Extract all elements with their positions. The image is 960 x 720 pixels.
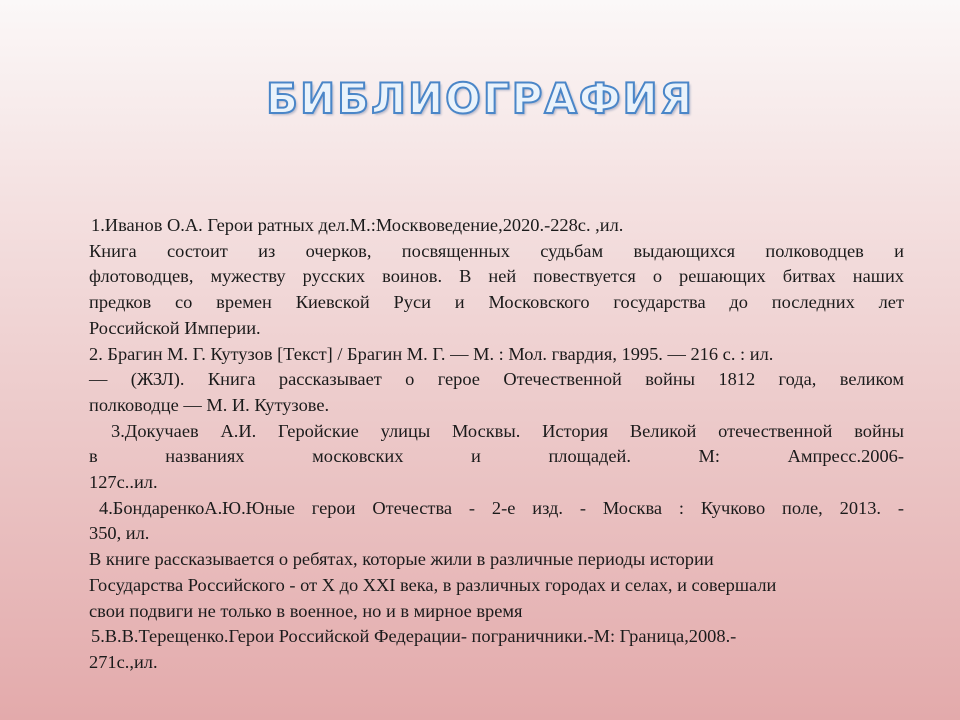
entry-1-annotation-line: предков со времен Киевской Руси и Московского государства до последних лет (89, 292, 904, 313)
entry-3-citation-line: в названиях московских и площадей. М: Ампресс.2006- (89, 446, 904, 467)
entry-1-annotation-line: Российской Империи. (89, 317, 261, 338)
entry-3-citation-line: 127с..ил. (89, 472, 158, 493)
entry-3-citation: 3.Докучаев А.И. Геройские улицы Москвы. История Великой отечественной войны (111, 420, 904, 441)
entry-4-citation: 4.БондаренкоА.Ю.Юные герои Отечества - 2-е изд. - Москва : Кучково поле, 2013. - (99, 497, 904, 518)
slide-title: БИБЛИОГРАФИЯ (265, 74, 695, 123)
entry-4-annotation-line: В книге рассказывается о ребятах, которые жили в различные периоды истории (89, 549, 714, 570)
entry-4-citation-line: 350, ил. (89, 523, 150, 544)
entry-4-annotation-line: Государства Российского - от X до XXI века, в различных городах и селах, и совершали (89, 574, 777, 595)
entry-5-citation-line: 271с.,ил. (89, 651, 158, 672)
entry-2-annotation-line: — (ЖЗЛ). Книга рассказывает о герое Отечественной войны 1812 года, великом (89, 369, 904, 390)
entry-1-annotation-line: флотоводцев, мужеству русских воинов. В ней повествуется о решающих битвах наших (89, 266, 904, 287)
entry-1-citation: 1.Иванов О.А. Герои ратных дел.М.:Москвоведение,2020.-228с. ,ил. (91, 215, 624, 235)
entry-2-citation: 2. Брагин М. Г. Кутузов [Текст] / Брагин М. Г. — М. : Мол. гвардия, 1995. — 216 с. : ил. (89, 343, 774, 364)
entry-1-annotation-line: Книга состоит из очерков, посвященных судьбам выдающихся полководцев и (89, 240, 904, 261)
entry-5-citation: 5.В.В.Терещенко.Герои Российской Федерации- пограничники.-М: Граница,2008.- (91, 626, 737, 647)
entry-4-annotation-line: свои подвиги не только в военное, но и в мирное время (89, 600, 523, 621)
bibliography-text (89, 213, 904, 676)
entry-2-annotation-line: полководце — М. И. Кутузове. (89, 394, 330, 415)
